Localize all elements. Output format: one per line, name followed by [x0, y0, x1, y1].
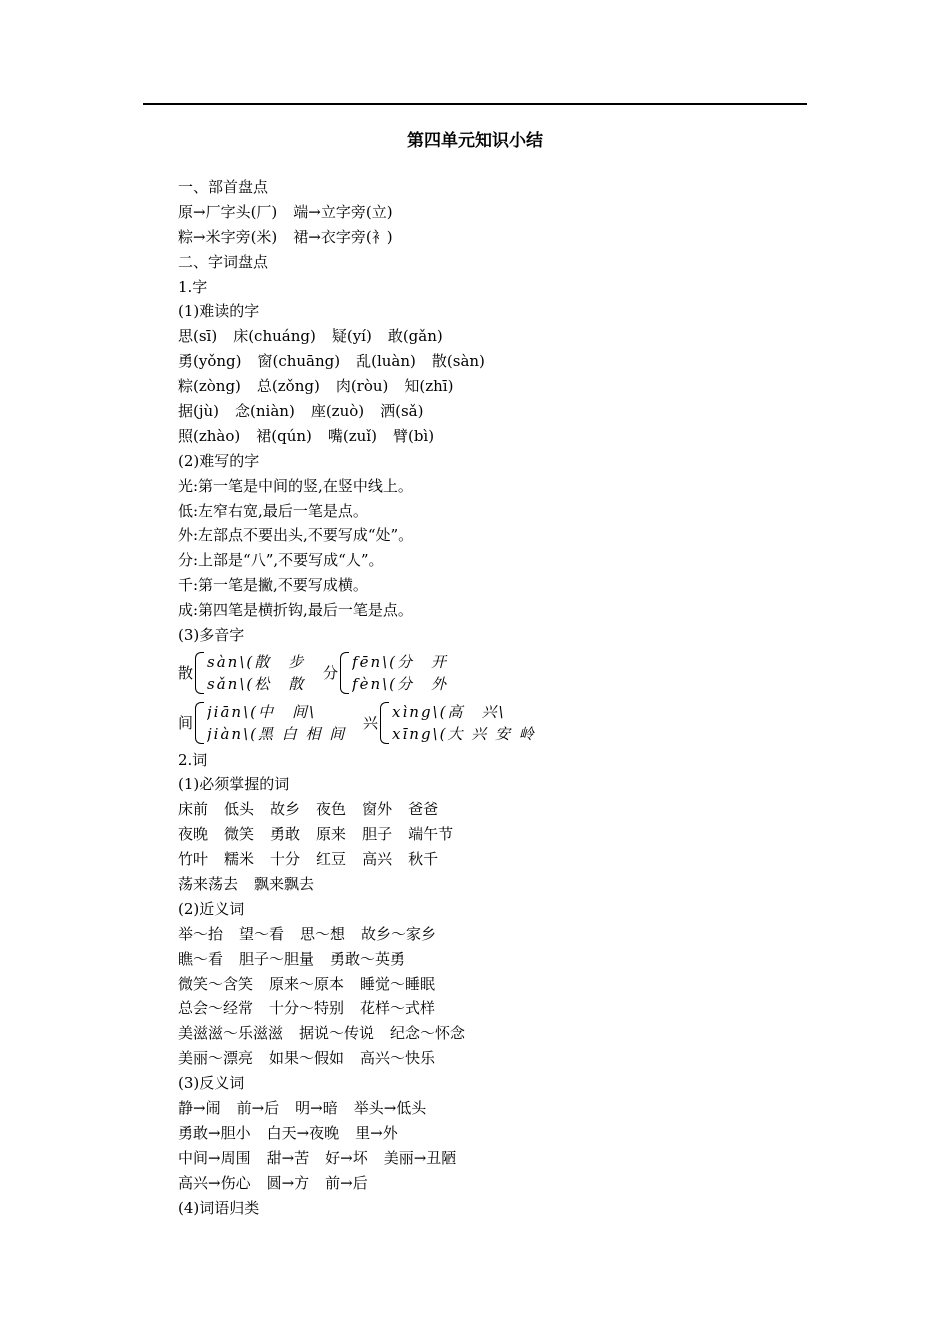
- polyphone-char: 散: [178, 664, 194, 683]
- polyphone-entry: [323, 651, 462, 695]
- list-item: 圆→方: [266, 1173, 310, 1192]
- list-item: 中间→周围: [178, 1148, 251, 1167]
- list-item: 瞧～看: [178, 949, 224, 968]
- list-item: 夜晚: [178, 825, 209, 844]
- list-item: 前→后: [325, 1173, 368, 1192]
- list-item: 思～想: [300, 924, 346, 943]
- list-item: 端午节: [408, 825, 454, 844]
- list-line: [178, 424, 546, 449]
- list-item: 睡觉～睡眠: [360, 974, 436, 993]
- list-item: 低头: [224, 800, 255, 819]
- list-line: 千:第一笔是撇,不要写成横。: [178, 576, 368, 595]
- must-words-list: [178, 797, 546, 897]
- polyphone-row: [178, 698, 546, 748]
- list-line: [178, 324, 546, 349]
- polyphone-char: 分: [323, 664, 339, 683]
- polyphone-readings: [207, 701, 357, 745]
- list-item: 据说～传说: [299, 1024, 375, 1043]
- list-line: [178, 349, 546, 374]
- list-item: 洒(sǎ): [380, 402, 424, 421]
- list-item: 床(chuáng): [233, 327, 316, 346]
- antonyms-list: [178, 1096, 546, 1196]
- list-item: 举头→低头: [353, 1098, 427, 1117]
- list-item: 胆子～胆量: [239, 949, 315, 968]
- list-item: 望～看: [239, 924, 285, 943]
- list-line: [178, 947, 546, 972]
- list-item: 嘴(zuǐ): [327, 426, 377, 445]
- synonyms-list: [178, 922, 546, 1071]
- list-line: 分:上部是“八”,不要写成“人”。: [178, 551, 384, 570]
- polyphone-row: [178, 648, 546, 698]
- list-item: 举～抬: [178, 924, 224, 943]
- brace-icon: [195, 702, 204, 744]
- list-item: 思(sī): [178, 327, 218, 346]
- hard-write-list: [178, 474, 546, 623]
- list-item: 总(zǒng): [256, 377, 320, 396]
- top-rule: [143, 103, 807, 105]
- list-item: 勇(yǒng): [178, 352, 242, 371]
- polyphone-char: 兴: [363, 714, 379, 733]
- list-line: 外:左部点不要出头,不要写成“处”。: [178, 526, 414, 545]
- list-item: 原来: [316, 825, 347, 844]
- list-item: 照(zhào): [178, 426, 241, 445]
- polyphone-reading: sǎn\(松 散: [207, 674, 306, 693]
- subsection-heading: (3)多音字: [178, 626, 245, 645]
- list-item: 故乡: [270, 800, 301, 819]
- document-body: [178, 175, 546, 1220]
- list-item: 知(zhī): [404, 377, 454, 396]
- polyphone-entry: [363, 701, 540, 745]
- list-item: 勇敢: [270, 825, 301, 844]
- list-item: 据(jù): [178, 402, 220, 421]
- hard-read-list: [178, 324, 546, 448]
- list-line: [178, 374, 546, 399]
- list-item: 竹叶: [178, 850, 209, 869]
- list-item: 糯米: [224, 850, 255, 869]
- list-item: 爸爸: [408, 800, 439, 819]
- list-item: 床前: [178, 800, 209, 819]
- list-item: 美丽～漂亮: [178, 1049, 254, 1068]
- list-item: 纪念～怀念: [390, 1024, 466, 1043]
- subsection-heading: (1)必须掌握的词: [178, 775, 290, 794]
- list-item: 原→厂字头(厂): [178, 202, 278, 221]
- list-item: 粽→米字旁(米): [178, 227, 278, 246]
- list-item: 美丽→丑陋: [383, 1148, 457, 1167]
- brace-icon: [380, 702, 389, 744]
- list-line: [178, 225, 546, 250]
- list-line: [178, 872, 546, 897]
- polyphone-reading: jiān\(中 间\: [207, 702, 317, 721]
- list-line: [178, 1046, 546, 1071]
- subsection-heading: (1)难读的字: [178, 302, 260, 321]
- list-item: 夜色: [316, 800, 347, 819]
- polyphone-reading: jiàn\(黑 白 相 间: [207, 724, 347, 743]
- polyphone-readings: [352, 651, 462, 695]
- list-item: 荡来荡去: [178, 874, 239, 893]
- list-item: 静→闹: [178, 1098, 221, 1117]
- polyphone-readings: [207, 651, 317, 695]
- list-line: [178, 1171, 546, 1196]
- polyphone-reading: xìng\(高 兴\: [392, 702, 506, 721]
- list-item: 胆子: [362, 825, 393, 844]
- list-line: [178, 972, 546, 997]
- polyphone-entry: [178, 701, 357, 745]
- list-item: 念(niàn): [235, 402, 295, 421]
- page-title: 第四单元知识小结: [407, 131, 543, 151]
- list-item: 裙(qún): [256, 426, 312, 445]
- list-line: [178, 1121, 546, 1146]
- list-line: [178, 1096, 546, 1121]
- list-line: [178, 922, 546, 947]
- polyphone-reading: sàn\(散 步: [207, 652, 306, 671]
- list-item: 前→后: [236, 1098, 280, 1117]
- brace-icon: [340, 652, 349, 694]
- list-item: 好→坏: [325, 1148, 368, 1167]
- list-item: 肉(ròu): [335, 377, 389, 396]
- list-item: 美滋滋～乐滋滋: [178, 1024, 284, 1043]
- list-line: 光:第一笔是中间的竖,在竖中线上。: [178, 476, 413, 495]
- polyphone-reading: xīng\(大 兴 安 岭: [392, 724, 536, 743]
- list-item: 乱(luàn): [356, 352, 416, 371]
- polyphone-entry: [178, 651, 317, 695]
- list-line: [178, 847, 546, 872]
- list-item: 勇敢～英勇: [330, 949, 406, 968]
- list-line: [178, 1146, 546, 1171]
- brace-icon: [195, 652, 204, 694]
- list-item: 座(zuò): [310, 402, 365, 421]
- polyphone-list: [178, 648, 546, 748]
- list-item: 粽(zòng): [178, 377, 241, 396]
- list-item: 白天→夜晚: [266, 1123, 340, 1142]
- list-item: 故乡～家乡: [361, 924, 437, 943]
- list-item: 高兴: [362, 850, 393, 869]
- subsection-heading: 1.字: [178, 277, 208, 296]
- list-item: 秋千: [408, 850, 439, 869]
- radicals-list: [178, 200, 546, 250]
- list-item: 原来～原本: [269, 974, 345, 993]
- list-item: 疑(yí): [331, 327, 372, 346]
- list-item: 敢(gǎn): [387, 327, 443, 346]
- list-line: 低:左窄右宽,最后一笔是点。: [178, 501, 368, 520]
- list-item: 飘来飘去: [254, 874, 315, 893]
- subsection-heading: (4)词语归类: [178, 1198, 260, 1217]
- list-item: 臂(bì): [392, 426, 435, 445]
- list-item: 窗外: [362, 800, 393, 819]
- list-item: 里→外: [355, 1123, 398, 1142]
- list-item: 明→暗: [295, 1098, 338, 1117]
- list-line: [178, 996, 546, 1021]
- list-item: 微笑: [224, 825, 255, 844]
- list-line: [178, 797, 546, 822]
- polyphone-reading: fèn\(分 外: [352, 674, 449, 693]
- polyphone-char: 间: [178, 714, 194, 733]
- list-item: 窗(chuāng): [257, 352, 341, 371]
- list-item: 甜→苦: [266, 1148, 310, 1167]
- polyphone-reading: fēn\(分 开: [352, 652, 449, 671]
- list-item: 高兴→伤心: [178, 1173, 251, 1192]
- list-item: 红豆: [316, 850, 347, 869]
- list-item: 勇敢→胆小: [178, 1123, 251, 1142]
- list-item: 如果～假如: [269, 1049, 345, 1068]
- list-item: 微笑～含笑: [178, 974, 254, 993]
- list-item: 裙→衣字旁(衤): [293, 227, 393, 246]
- subsection-heading: (2)难写的字: [178, 451, 260, 470]
- list-item: 十分: [270, 850, 301, 869]
- list-item: 总会～经常: [178, 999, 254, 1018]
- list-item: 花样～式样: [360, 999, 436, 1018]
- list-line: [178, 1021, 546, 1046]
- list-line: 成:第四笔是横折钩,最后一笔是点。: [178, 601, 413, 620]
- list-item: 散(sàn): [431, 352, 485, 371]
- section-heading: 二、字词盘点: [178, 252, 269, 271]
- subsection-heading: (3)反义词: [178, 1074, 245, 1093]
- list-line: [178, 822, 546, 847]
- list-line: [178, 399, 546, 424]
- list-line: [178, 200, 546, 225]
- list-item: 端→立字旁(立): [293, 202, 393, 221]
- list-item: 十分～特别: [269, 999, 345, 1018]
- polyphone-readings: [392, 701, 540, 745]
- list-item: 高兴～快乐: [360, 1049, 436, 1068]
- subsection-heading: 2.词: [178, 750, 208, 769]
- subsection-heading: (2)近义词: [178, 899, 245, 918]
- section-heading: 一、部首盘点: [178, 178, 269, 196]
